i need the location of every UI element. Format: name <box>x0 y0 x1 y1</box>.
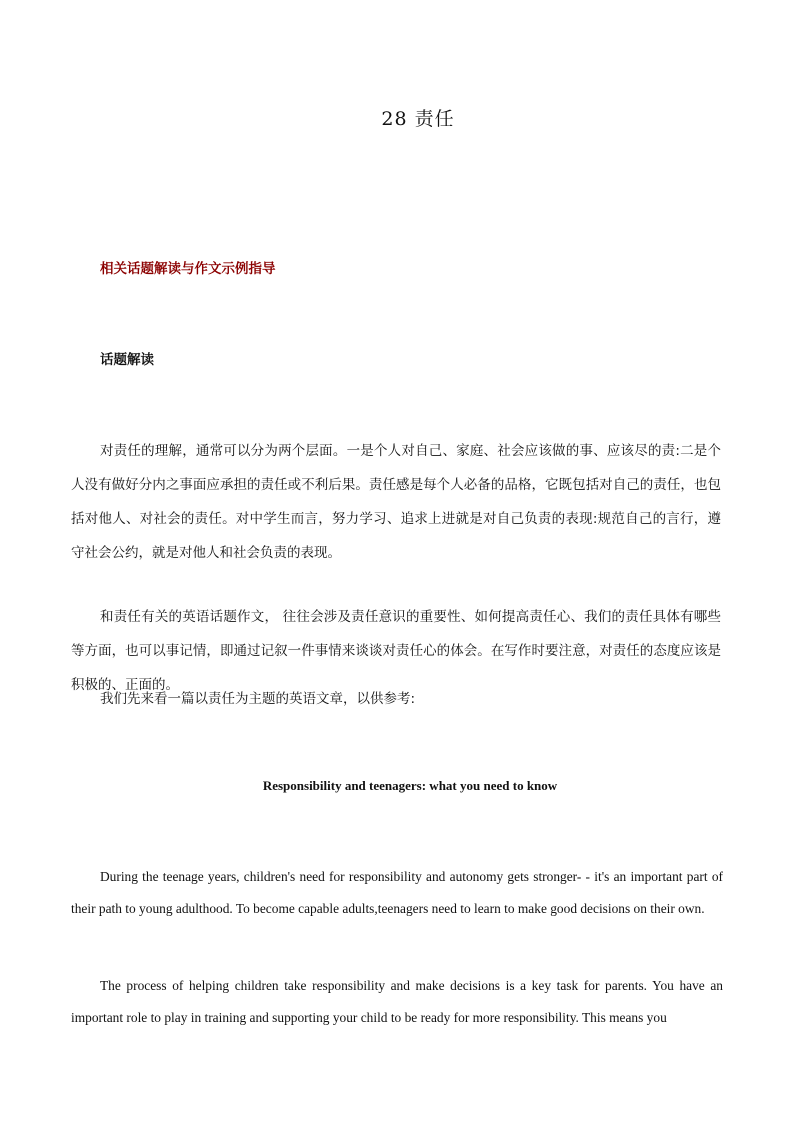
english-paragraph-2: The process of helping children take responsibility and make decisions is a key task for parents. You have an important role to play in training and supporting your child to be ready for more responsibility. This means you <box>71 978 723 1025</box>
chinese-paragraph-1: 对责任的理解，通常可以分为两个层面。一是个人对自己、家庭、社会应该做的事、应该尽的责:二是个人没有做好分内之事面应承担的责任或不利后果。责任感是每个人必备的品格，它既包括对自己的责任，也包括对他人、对社会的责任。对中学生而言，努力学习、追求上进就是对自己负责的表现:规范自己的言行，遵守社会公约，就是对他人和社会负责的表现。 <box>71 443 721 561</box>
chinese-paragraph-3: 我们先来看一篇以责任为主题的英语文章，以供参考: <box>100 691 416 707</box>
document-title: 28 责任 <box>381 108 455 130</box>
chinese-paragraph-2: 和责任有关的英语话题作文， 往往会涉及责任意识的重要性、如何提高责任心、我们的责任具体有哪些等方面，也可以事记情，即通过记叙一件事情来谈谈对责任心的体会。在写作时要注意，对责任的态度应该是积极的、正面的。 <box>71 609 721 693</box>
section-heading: 相关话题解读与作文示例指导 <box>100 261 276 277</box>
sub-heading: 话题解读 <box>100 352 154 368</box>
article-title: Responsibility and teenagers: what you need to know <box>262 778 558 793</box>
english-paragraph-1: During the teenage years, children's need for responsibility and autonomy gets stronger- - it's an important part of their path to young adulthood. To become capable adults,teenagers need to learn to make good decisions on their own. <box>71 869 723 916</box>
